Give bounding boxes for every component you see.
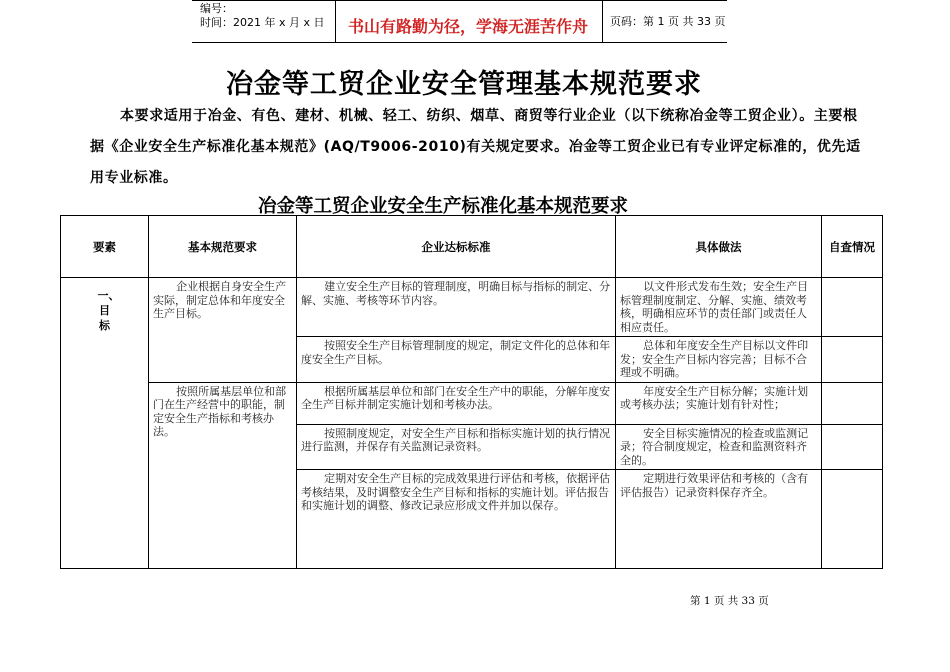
practice-cell bbox=[616, 337, 822, 383]
practice-cell bbox=[616, 382, 822, 424]
self-check-cell[interactable] bbox=[822, 337, 883, 383]
self-check-cell[interactable] bbox=[822, 382, 883, 424]
basic-text: 按照所属基层单位和部门在生产经营中的职能，制定安全生产指标和考核办法。 bbox=[153, 384, 287, 438]
header-standard: 企业达标标准 bbox=[297, 216, 616, 278]
practice-text: 总体和年度安全生产目标以文件印发；安全生产目标内容完善；目标不合理或不明确。 bbox=[620, 339, 809, 379]
standard-cell bbox=[297, 424, 616, 470]
self-check-cell[interactable] bbox=[822, 470, 883, 569]
page-footer: 第 1 页 共 33 页 bbox=[690, 595, 769, 607]
intro-paragraph: 本要求适用于冶金、有色、建材、机械、轻工、纺织、烟草、商贸等行业企业（以下统称冶金等工贸企业）。主要根据《企业安全生产标准化基本规范》(AQ/T9006-2010)有关规定要求。冶金等工贸企业已有专业评定标准的，优先适用专业标准。 bbox=[90, 108, 861, 186]
table-header-row bbox=[61, 216, 883, 278]
standard-cell bbox=[297, 470, 616, 569]
standard-text: 按照制度规定，对安全生产目标和指标实施计划的执行情况进行监测，并保存有关监测记录资料。 bbox=[301, 426, 611, 453]
basic-text: 企业根据自身安全生产实际，制定总体和年度安全生产目标。 bbox=[153, 280, 287, 320]
motto-text: 书山有路勤为径，学海无涯苦作舟 bbox=[348, 17, 589, 36]
practice-text: 年度安全生产目标分解；实施计划或考核办法；实施计划有针对性； bbox=[620, 384, 809, 411]
standard-text: 定期对安全生产目标的完成效果进行评估和考核，依据评估考核结果，及时调整安全生产目标和指标的实施计划。评估报告和实施计划的调整、修改记录应形成文件并加以保存。 bbox=[301, 472, 611, 512]
standard-text: 建立安全生产目标的管理制度，明确目标与指标的制定、分解、实施、考核等环节内容。 bbox=[301, 280, 611, 307]
header-self-check: 自查情况 bbox=[822, 216, 883, 278]
practice-cell bbox=[616, 470, 822, 569]
table-row bbox=[61, 382, 883, 424]
element-label: 一、目标 bbox=[97, 289, 120, 332]
element-cell bbox=[61, 278, 149, 569]
standard-cell bbox=[297, 278, 616, 337]
table-row bbox=[61, 278, 883, 337]
table-title: 冶金等工贸企业安全生产标准化基本规范要求 bbox=[258, 196, 629, 217]
self-check-cell[interactable] bbox=[822, 424, 883, 470]
basic-cell bbox=[149, 382, 297, 569]
code-label: 编号： bbox=[200, 2, 233, 15]
self-check-cell[interactable] bbox=[822, 278, 883, 337]
header-basic: 基本规范要求 bbox=[149, 216, 297, 278]
requirements-table bbox=[60, 215, 883, 569]
header-practice: 具体做法 bbox=[616, 216, 822, 278]
header-element: 要素 bbox=[61, 216, 149, 278]
standard-text: 根据所属基层单位和部门在安全生产中的职能，分解年度安全生产目标并制定实施计划和考核办法。 bbox=[301, 384, 611, 411]
header-meta bbox=[200, 1, 340, 43]
header-bar bbox=[192, 0, 727, 43]
standard-text: 按照安全生产目标管理制度的规定，制定文件化的总体和年度安全生产目标。 bbox=[301, 339, 611, 366]
page-title: 冶金等工贸企业安全管理基本规范要求 bbox=[226, 69, 702, 100]
standard-cell bbox=[297, 382, 616, 424]
practice-cell bbox=[616, 424, 822, 470]
practice-text: 安全目标实施情况的检查或监测记录；符合制度规定，检查和监测资料齐全的。 bbox=[620, 426, 809, 467]
basic-cell bbox=[149, 278, 297, 383]
practice-text: 以文件形式发布生效；安全生产目标管理制度制定、分解、实施、绩效考核，明确相应环节的责任部门或责任人相应责任。 bbox=[620, 280, 809, 334]
standard-cell bbox=[297, 337, 616, 383]
practice-cell bbox=[616, 278, 822, 337]
practice-text: 定期进行效果评估和考核的（含有评估报告）记录资料保存齐全。 bbox=[620, 472, 809, 499]
page-info: 页码：第 1 页 共 33 页 bbox=[610, 15, 726, 28]
date-label: 时间：2021 年 x 月 x 日 bbox=[200, 16, 325, 29]
